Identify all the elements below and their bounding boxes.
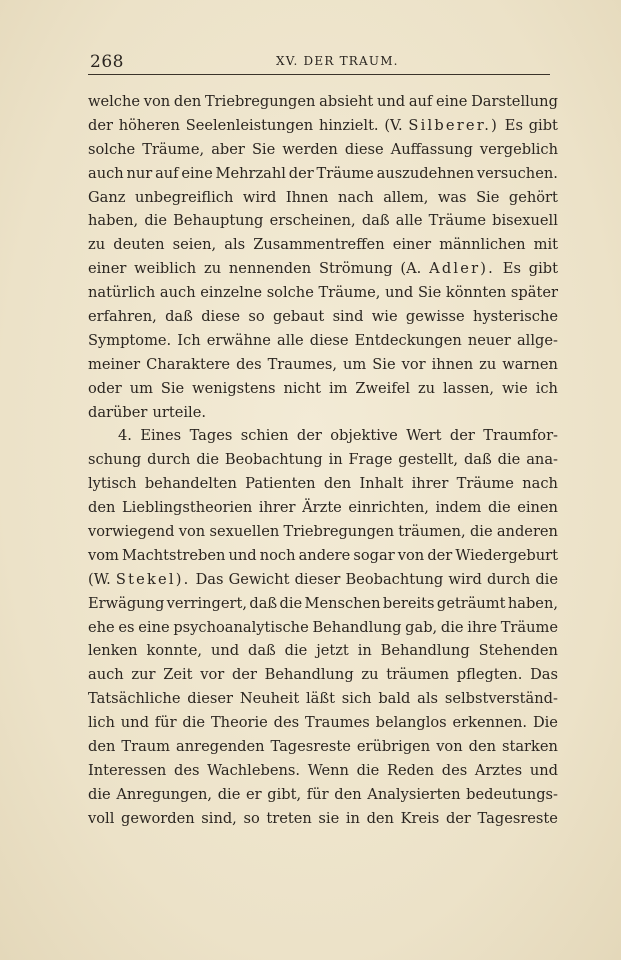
text-line: zu deuten seien, als Zusammentreffen einer männlichen mit xyxy=(88,236,558,254)
text-line: lytisch behandelten Patienten den Inhalt ihrer Träume nach xyxy=(88,475,558,493)
text-line: vom Machtstreben und noch andere sogar von der Wiedergeburt xyxy=(88,546,558,564)
chapter-title: XV. DER TRAUM. xyxy=(276,54,399,68)
text-line: Ganz unbegreiflich wird Ihnen nach allem, was Sie gehört xyxy=(88,188,558,206)
text-line: 4. Eines Tages schien der objektive Wert der Traumfor- xyxy=(118,427,558,445)
text-line: lich und für die Theorie des Traumes belanglos erkennen. Die xyxy=(88,714,558,732)
body-text xyxy=(88,90,558,831)
text-line: voll geworden sind, so treten sie in den Kreis der Tagesreste xyxy=(88,809,558,827)
text-line: ehe es eine psychoanalytische Behandlung gab, die ihre Träume xyxy=(88,618,558,636)
text-line: den Traum anregenden Tagesreste erübrigen von den starken xyxy=(88,738,558,756)
running-head xyxy=(88,50,550,72)
text-line: die Anregungen, die er gibt, für den Analysierten bedeutungs- xyxy=(88,785,558,803)
text-line: oder um Sie wenigstens nicht im Zweifel zu lassen, wie ich xyxy=(88,379,558,397)
text-line: (W. Stekel). Das Gewicht dieser Beobachtung wird durch die xyxy=(88,570,558,588)
text-line: schung durch die Beobachtung in Frage gestellt, daß die ana- xyxy=(88,451,558,469)
text-line: lenken konnte, und daß die jetzt in Behandlung Stehenden xyxy=(88,642,558,660)
text-line: meiner Charaktere des Traumes, um Sie vor ihnen zu warnen xyxy=(88,355,558,373)
page-number: 268 xyxy=(90,52,124,72)
text-line: solche Träume, aber Sie werden diese Auffassung vergeblich xyxy=(88,140,558,158)
text-line: Interessen des Wachlebens. Wenn die Reden des Arztes und xyxy=(88,761,558,779)
text-line: Tatsächliche dieser Neuheit läßt sich bald als selbstverständ- xyxy=(88,690,558,708)
text-line: natürlich auch einzelne solche Träume, und Sie könnten später xyxy=(88,284,558,302)
text-line: vorwiegend von sexuellen Triebregungen träumen, die anderen xyxy=(88,523,558,541)
text-line: einer weiblich zu nennenden Strömung (A. Adler). Es gibt xyxy=(88,260,558,278)
text-line: Erwägung verringert, daß die Menschen bereits geträumt haben, xyxy=(88,594,558,612)
text-line: der höheren Seelenleistungen hinzielt. (V. Silberer.) Es gibt xyxy=(88,116,558,134)
text-line: darüber urteile. xyxy=(88,403,206,421)
text-line: den Lieblingstheorien ihrer Ärzte einrichten, indem die einen xyxy=(88,499,558,517)
text-line: haben, die Behauptung erscheinen, daß alle Träume bisexuell xyxy=(88,212,558,230)
text-line: Symptome. Ich erwähne alle diese Entdeckungen neuer allge- xyxy=(88,331,558,349)
text-line: welche von den Triebregungen absieht und auf eine Darstellung xyxy=(88,93,558,110)
text-line: erfahren, daß diese so gebaut sind wie gewisse hysterische xyxy=(88,308,558,326)
header-rule xyxy=(88,74,550,75)
text-line: auch zur Zeit vor der Behandlung zu träumen pflegten. Das xyxy=(88,666,558,684)
text-line: auch nur auf eine Mehrzahl der Träume auszudehnen versuchen. xyxy=(88,164,558,182)
